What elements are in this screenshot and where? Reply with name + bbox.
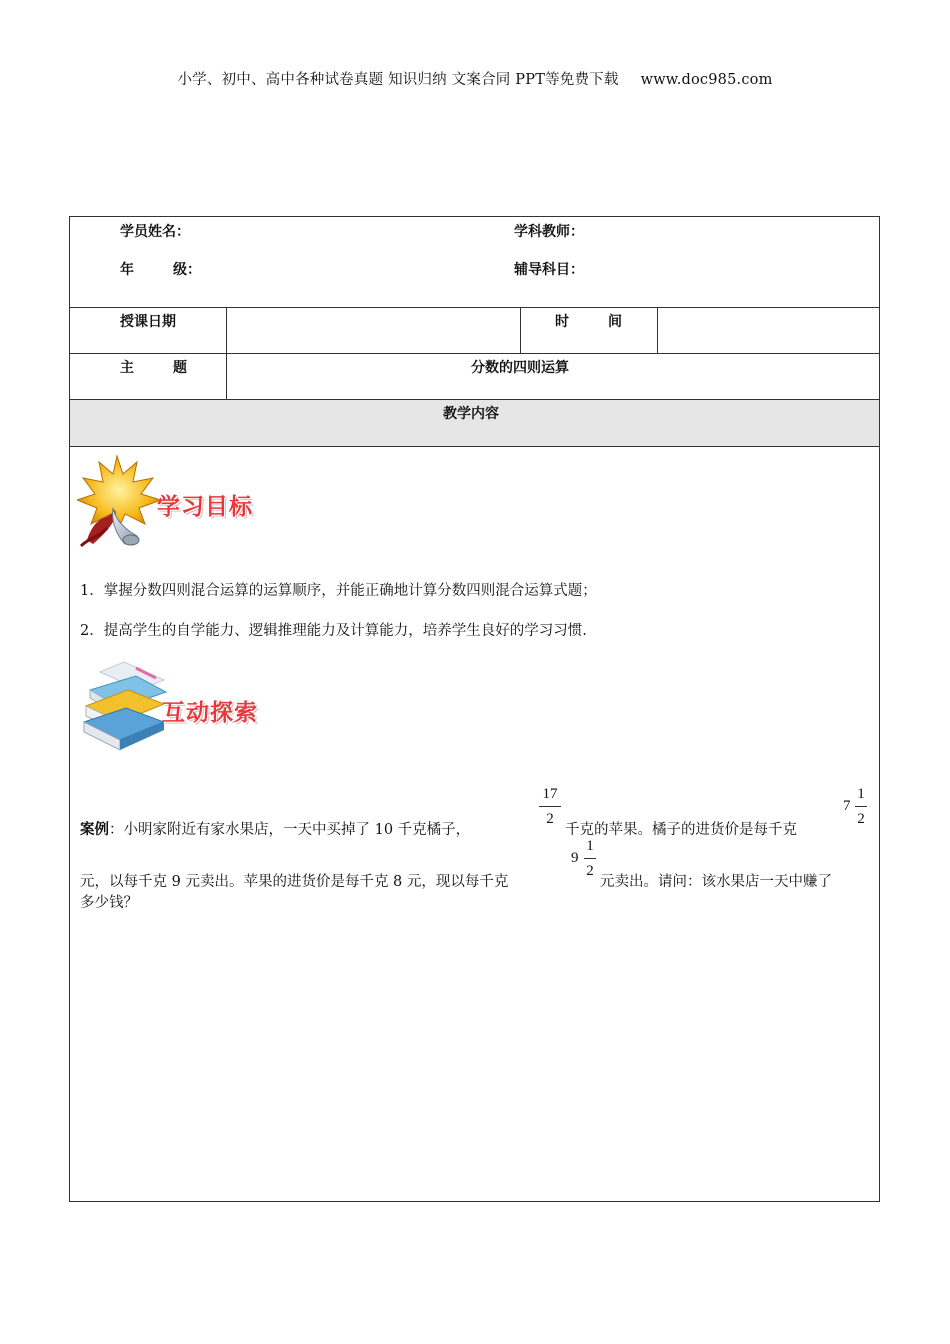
divider — [226, 308, 227, 353]
header-url[interactable]: www.doc985.com — [640, 72, 773, 88]
fraction-denominator: 2 — [546, 811, 554, 827]
date-row — [70, 308, 879, 354]
case-text: ：小明家附近有家水果店，一天中买掉了 10 千克橘子， — [109, 822, 471, 838]
fraction-numerator: 17 — [542, 786, 558, 802]
goals-badge-title: 学习目标 — [157, 494, 253, 520]
maple-bell-icon — [77, 452, 167, 548]
divider — [657, 308, 658, 353]
header-text: 小学、初中、高中各种试卷真题 知识归纳 文案合同 PPT等免费下载 — [177, 72, 619, 88]
mixed-number-whole: 7 — [843, 798, 851, 814]
teacher-label: 学科教师： — [514, 224, 584, 240]
topic-value: 分数的四则运算 — [471, 360, 569, 376]
fraction-numerator: 1 — [586, 838, 594, 854]
case-line-1 — [80, 818, 470, 839]
mixed-number-fraction — [584, 838, 596, 880]
divider — [520, 308, 521, 353]
mixed-number-fraction — [855, 786, 867, 828]
fraction-bar — [855, 806, 867, 807]
topic-label: 主 题 — [120, 360, 187, 376]
fraction-17-over-2 — [539, 786, 561, 828]
case-line-3: 多少钱？ — [80, 895, 138, 911]
books-icon — [80, 660, 172, 754]
goal-item: 2．提高学生的自学能力、逻辑推理能力及计算能力，培养学生良好的学习习惯. — [80, 623, 587, 639]
case-label: 案例 — [80, 822, 109, 838]
topic-row — [70, 354, 879, 400]
fraction-bar — [584, 858, 596, 859]
content-label: 教学内容 — [443, 406, 499, 422]
site-header — [0, 68, 950, 89]
content-header-row — [70, 400, 879, 447]
case-line-1b: 千克的苹果。橘子的进货价是每千克 — [565, 822, 797, 838]
subject-label: 辅导科目： — [514, 262, 584, 278]
fraction-numerator: 1 — [857, 786, 865, 802]
time-label: 时 间 — [555, 314, 622, 330]
grade-label: 年 级： — [120, 262, 201, 278]
explore-badge-title: 互动探索 — [162, 700, 258, 726]
case-line-2b: 元卖出。请问：该水果店一天中赚了 — [600, 874, 832, 890]
student-name-label: 学员姓名： — [120, 224, 190, 240]
goal-item: 1．掌握分数四则混合运算的运算顺序，并能正确地计算分数四则混合运算式题； — [80, 583, 597, 599]
fraction-bar — [539, 806, 561, 807]
mixed-number-whole: 9 — [571, 850, 579, 866]
date-label: 授课日期 — [120, 314, 176, 330]
case-line-2: 元，以每千克 9 元卖出。苹果的进货价是每千克 8 元，现以每千克 — [80, 874, 509, 890]
fraction-denominator: 2 — [857, 811, 865, 827]
explore-badge — [80, 660, 270, 756]
divider — [226, 354, 227, 399]
goals-badge — [77, 452, 267, 548]
fraction-denominator: 2 — [586, 863, 594, 879]
info-row — [70, 217, 879, 308]
